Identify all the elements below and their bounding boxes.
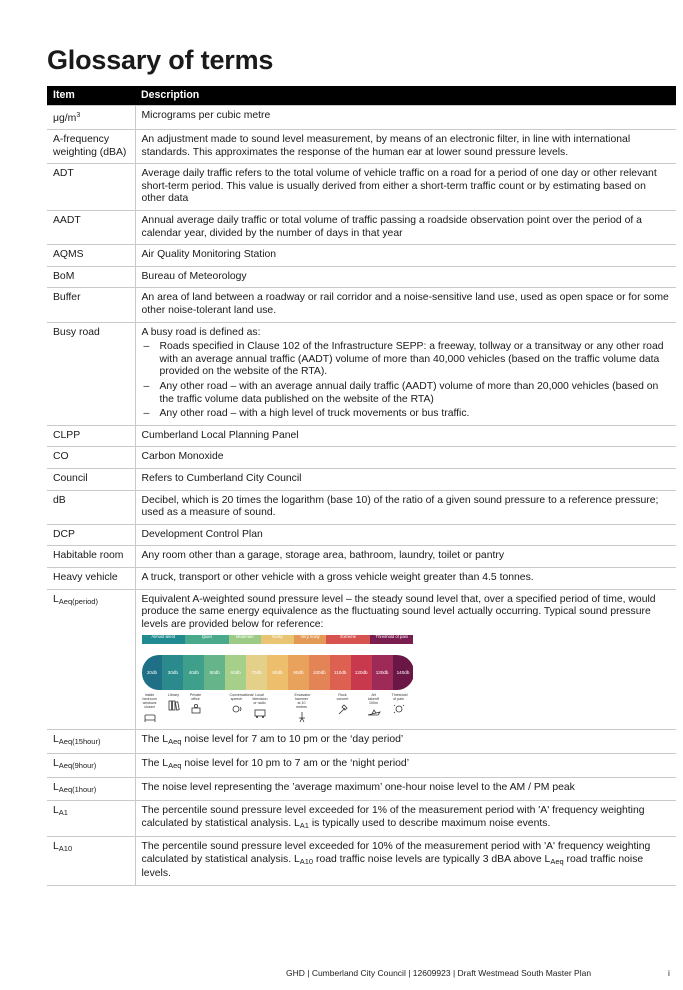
definition: Air Quality Monitoring Station [135,245,676,267]
term: Buffer [47,288,135,322]
term-la1: $L_{A1}$ [47,801,135,837]
noise-level-segment: 90db [288,655,309,690]
bullet-item [142,341,671,379]
definition: An adjustment made to sound level measurement, by means of an electronic filter, in line with international standards. This approximates the response of the human ear at lower sound pressure levels. [135,130,676,164]
term-laeq-9hour: $L_{Aeq(9hour)}$ [47,753,135,777]
noise-example-caption: Library [168,693,179,698]
table-row [47,777,676,801]
term-la10: $L_{A10}$ [47,837,135,886]
term: AADT [47,211,135,245]
bullet-text: Roads specified in Clause 102 of the Infrastructure SEPP: a freeway, tollway or a transitway or any other road with an average annual traffic (AADT) volume of more than 40,000 vehicles (based on the traffic volume data provided on the website of the RTA). [159,341,664,378]
noise-example-icons [142,693,414,723]
noise-level-scale [142,635,414,725]
sofa-icon [143,710,157,723]
pain-icon [392,702,406,715]
table-row [47,447,676,469]
term: Council [47,468,135,490]
table-row [47,105,676,130]
definition: Average daily traffic refers to the total volume of vehicle traffic on a road for a period of one day or other relevant short-term period. This value is usually derived from either a short-term traffic count or by estimating based on other data [135,164,676,211]
definition: The $L_{Aeq}$ noise level for 7 am to 10 pm or the ‘day period’ [135,730,676,754]
noise-example [253,693,267,719]
table-row [47,801,676,837]
bullet-item [142,408,671,421]
term-ugm3: $\mu g/m^3$ [47,105,135,130]
definition: A truck, transport or other vehicle with a gross vehicle weight greater than 4.5 tonnes. [135,567,676,589]
noise-band-label: Extreme [340,634,356,640]
table-row [47,837,676,886]
definition: Development Control Plan [135,524,676,546]
definition: Annual average daily traffic or total volume of traffic passing a roadside observation point over the period of a calendar year, divided by the number of days in that year [135,211,676,245]
table-row [47,245,676,267]
definition: Carbon Monoxide [135,447,676,469]
plane-icon [367,706,381,719]
definition: Any room other than a garage, storage area, bathroom, laundry, toilet or pantry [135,546,676,568]
table-row [47,468,676,490]
noise-example [367,693,381,719]
table-header-row [47,86,676,105]
noise-example [295,693,309,723]
noise-level-segment: 60db [225,655,246,690]
bullet-dash: – [143,341,150,353]
term: A-frequency weighting (dBA) [47,130,135,164]
term: Habitable room [47,546,135,568]
table-row [47,546,676,568]
noise-level-segment: 130db [372,655,393,690]
definition: The percentile sound pressure level exceeded for 10% of the measurement period with 'A' frequency weighting calculated by statistical analysis. $L_{A10}$ road traffic noise levels are typically 3 dBA above $L_{Aeq}$ road traffic noise levels. [135,837,676,886]
term: Heavy vehicle [47,567,135,589]
books-icon [167,698,181,711]
definition [135,322,676,425]
term: DCP [47,524,135,546]
noise-level-segment: 70db [246,655,267,690]
noise-level-segment: 80db [267,655,288,690]
glossary-table [47,86,676,886]
table-row [47,589,676,730]
table-row [47,164,676,211]
definition: The percentile sound pressure level exceeded for 1% of the measurement period with 'A' frequency weighting calculated by statistical analysis. $L_{A1}$ is typically used to describe maximum noise events. [135,801,676,837]
noise-example [167,693,181,711]
table-row [47,322,676,425]
noise-level-segment: 110db [330,655,351,690]
bullet-item [142,381,671,406]
definition: Micrograms per cubic metre [135,105,676,130]
page-footer: GHD | Cumberland City Council | 12609923 | Draft Westmead South Master Plan [286,968,592,978]
noise-band-label: Quiet [201,634,212,640]
term: AQMS [47,245,135,267]
noise-example [392,693,406,715]
noise-band-label: Moderate [235,634,254,640]
definition: An area of land between a roadway or rail corridor and a noise-sensitive land use, used as open space or for some other noise-tolerant land use. [135,288,676,322]
definition: Cumberland Local Planning Panel [135,425,676,447]
bullet-text: Any other road – with a high level of truck movements or bus traffic. [159,408,470,420]
noise-example [189,693,203,715]
definition-intro: A busy road is defined as: [141,326,261,338]
noise-level-segment: 140db [393,655,414,690]
noise-example-caption: Threshold of pain [391,693,408,702]
excavator-icon [295,710,309,723]
noise-level-segment: 50db [204,655,225,690]
truck-icon [253,706,267,719]
term: CO [47,447,135,469]
definition: Bureau of Meteorology [135,266,676,288]
guitar-icon [336,702,350,715]
noise-level-bar [142,655,414,690]
noise-band-label: Threshold of pain [375,634,408,640]
definition: The $L_{Aeq}$ noise level for 10 pm to 7 am or the ‘night period’ [135,753,676,777]
table-row [47,730,676,754]
bullet-dash: – [143,381,150,392]
noise-level-segment: 20db [142,655,163,690]
table-row [47,130,676,164]
term: ADT [47,164,135,211]
table-row [47,753,676,777]
noise-example-caption: Conversational speech [229,693,254,702]
noise-example-caption: Local television or radio [252,693,268,706]
definition: Refers to Cumberland City Council [135,468,676,490]
table-row [47,266,676,288]
noise-example [143,693,157,723]
definition: The noise level representing the ’average maximum’ one-hour noise level to the AM / PM peak [135,777,676,801]
term: Busy road [47,322,135,425]
noise-example-caption: Jet takeoff 100m [368,693,379,706]
noise-level-segment: 40db [183,655,204,690]
noise-example-caption: Inside bedroom windows closed [142,693,157,710]
column-header-description: Description [135,86,676,105]
column-header-item: Item [47,86,135,105]
table-row [47,288,676,322]
term-laeq-15hour: $L_{Aeq(15hour)}$ [47,730,135,754]
noise-example-caption: Private office [189,693,202,702]
term: dB [47,490,135,524]
table-row [47,490,676,524]
table-row [47,425,676,447]
table-row [47,567,676,589]
noise-level-segment: 100db [309,655,330,690]
term: BoM [47,266,135,288]
definition [135,589,676,730]
definition-text: Equivalent A-weighted sound pressure level – the steady sound level that, over a specified period of time, would produce the same energy equivalence as the fluctuating sound level actually occurring. Typical sound pressure levels are provided below for reference: [141,593,656,630]
table-row [47,524,676,546]
noise-band-label: Almost silent [151,634,176,640]
noise-band-label: Noisy [272,634,283,640]
noise-band-label: Very noisy [300,634,320,640]
noise-level-segment: 30db [162,655,183,690]
bullet-dash: – [143,408,150,420]
term-laeq-1hour: $L_{Aeq(1hour)}$ [47,777,135,801]
noise-example [336,693,350,715]
term-laeq-period: $L_{Aeq(period)}$ [47,589,135,730]
definition: Decibel, which is 20 times the logarithm (base 10) of the ratio of a given sound pressure to a reference pressure; used as a measure of sound. [135,490,676,524]
noise-example [229,693,254,715]
desk-icon [189,702,203,715]
page-title: Glossary of terms [47,45,274,75]
page-number: i [668,968,670,978]
speech-icon [230,702,244,715]
table-row [47,211,676,245]
noise-example-caption: Rock concert [336,693,349,702]
noise-level-segment: 120db [351,655,372,690]
bullet-text: Any other road – with an average annual daily traffic (AADT) volume of more than 20,000 vehicles (based on the traffic volume data published on the website of the RTA) [159,381,659,405]
noise-example-caption: Excavator hammer at 10 metres [294,693,311,710]
term: CLPP [47,425,135,447]
